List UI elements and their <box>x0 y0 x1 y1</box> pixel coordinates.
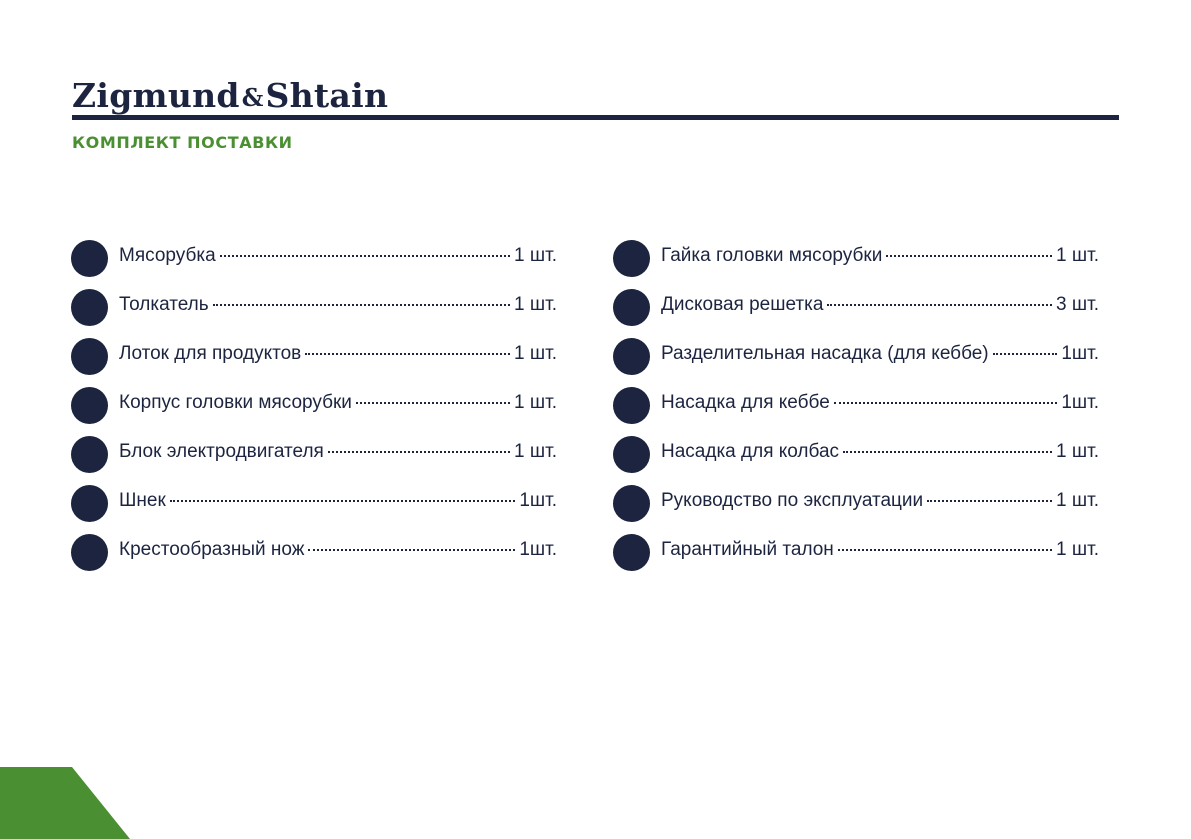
item-line <box>119 245 557 267</box>
package-item <box>71 330 557 379</box>
package-item <box>613 428 1099 477</box>
item-name: Гайка головки мясорубки <box>661 244 883 266</box>
package-item <box>71 477 557 526</box>
item-quantity: 1 шт. <box>514 342 557 364</box>
package-item <box>613 379 1099 428</box>
bullet-dot <box>71 534 108 571</box>
item-line <box>661 392 1099 414</box>
dotted-leader <box>305 353 510 355</box>
item-name: Дисковая решетка <box>661 293 824 315</box>
dotted-leader <box>843 451 1052 453</box>
item-quantity: 1 шт. <box>1056 440 1099 462</box>
item-quantity: 1 шт. <box>514 391 557 413</box>
dotted-leader <box>170 500 516 502</box>
item-name: Разделительная насадка (для кеббе) <box>661 342 989 364</box>
brand-logo <box>72 66 389 115</box>
item-name: Корпус головки мясорубки <box>119 391 352 413</box>
item-name: Насадка для колбас <box>661 440 840 462</box>
package-list-right <box>613 232 1099 575</box>
item-line <box>661 441 1099 463</box>
item-line <box>119 343 557 365</box>
item-line <box>661 245 1099 267</box>
item-quantity: 1 шт. <box>1056 244 1099 266</box>
bullet-dot <box>71 240 108 277</box>
item-line <box>119 392 557 414</box>
section-title: КОМПЛЕКТ ПОСТАВКИ <box>72 133 293 152</box>
package-item <box>613 526 1099 575</box>
dotted-leader <box>308 549 515 551</box>
item-line <box>119 294 557 316</box>
package-item <box>613 232 1099 281</box>
header-divider <box>72 115 1119 120</box>
item-line <box>119 490 557 512</box>
package-item <box>613 330 1099 379</box>
corner-decoration <box>0 767 130 839</box>
item-quantity: 1 шт. <box>514 440 557 462</box>
dotted-leader <box>927 500 1052 502</box>
bullet-dot <box>71 436 108 473</box>
brand-name-part1: Zigmund <box>72 76 240 115</box>
item-quantity: 1 шт. <box>1056 538 1099 560</box>
package-item <box>613 477 1099 526</box>
dotted-leader <box>213 304 510 306</box>
item-name: Насадка для кеббе <box>661 391 830 413</box>
bullet-dot <box>613 387 650 424</box>
package-item <box>71 232 557 281</box>
item-quantity: 1 шт. <box>1056 489 1099 511</box>
item-line <box>661 539 1099 561</box>
item-quantity: 1 шт. <box>514 244 557 266</box>
dotted-leader <box>993 353 1058 355</box>
item-quantity: 1шт. <box>1061 342 1099 364</box>
item-quantity: 1шт. <box>1061 391 1099 413</box>
green-corner-shape <box>0 767 130 839</box>
item-line <box>661 294 1099 316</box>
bullet-dot <box>71 338 108 375</box>
dotted-leader <box>356 402 510 404</box>
item-quantity: 1 шт. <box>514 293 557 315</box>
bullet-dot <box>613 485 650 522</box>
package-list-left <box>71 232 557 575</box>
bullet-dot <box>71 289 108 326</box>
item-name: Гарантийный талон <box>661 538 834 560</box>
item-name: Шнек <box>119 489 166 511</box>
package-item <box>71 379 557 428</box>
item-name: Толкатель <box>119 293 209 315</box>
item-line <box>119 539 557 561</box>
dotted-leader <box>827 304 1052 306</box>
dotted-leader <box>220 255 510 257</box>
brand-name-part2: Shtain <box>265 76 389 115</box>
item-name: Лоток для продуктов <box>119 342 302 364</box>
item-line <box>661 343 1099 365</box>
item-name: Блок электродвигателя <box>119 440 324 462</box>
dotted-leader <box>886 255 1052 257</box>
item-line <box>661 490 1099 512</box>
brand-ampersand: & <box>241 83 264 112</box>
item-name: Мясорубка <box>119 244 216 266</box>
package-item <box>71 526 557 575</box>
bullet-dot <box>71 387 108 424</box>
dotted-leader <box>834 402 1058 404</box>
item-name: Крестообразный нож <box>119 538 305 560</box>
item-quantity: 3 шт. <box>1056 293 1099 315</box>
package-item <box>613 281 1099 330</box>
item-quantity: 1шт. <box>519 538 557 560</box>
item-line <box>119 441 557 463</box>
dotted-leader <box>328 451 510 453</box>
bullet-dot <box>613 289 650 326</box>
bullet-dot <box>613 240 650 277</box>
bullet-dot <box>613 436 650 473</box>
package-item <box>71 428 557 477</box>
bullet-dot <box>613 534 650 571</box>
item-name: Руководство по эксплуатации <box>661 489 924 511</box>
bullet-dot <box>613 338 650 375</box>
bullet-dot <box>71 485 108 522</box>
dotted-leader <box>838 549 1052 551</box>
item-quantity: 1шт. <box>519 489 557 511</box>
package-item <box>71 281 557 330</box>
